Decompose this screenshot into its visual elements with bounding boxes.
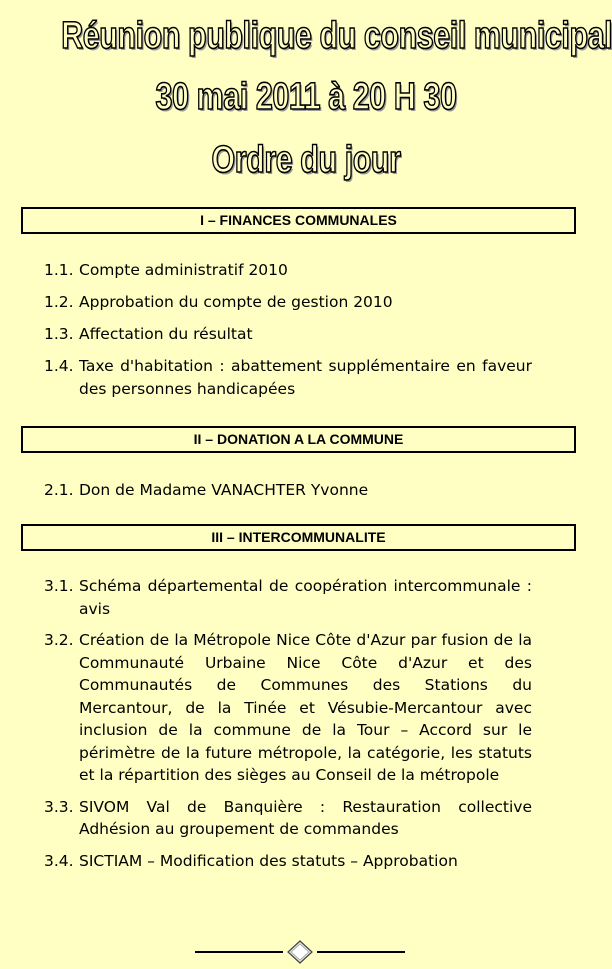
item-number: 3.3. bbox=[44, 797, 74, 816]
meeting-date: 30 mai 2011 à 20 H 30 bbox=[155, 76, 457, 118]
agenda-item bbox=[44, 355, 532, 400]
section-list-donation bbox=[44, 479, 532, 502]
ornament-right-line bbox=[317, 951, 405, 953]
item-text: Approbation du compte de gestion 2010 bbox=[79, 293, 393, 311]
agenda-item bbox=[44, 323, 532, 346]
section-heading-donation: II – DONATION A LA COMMUNE bbox=[21, 426, 576, 453]
agenda-item bbox=[44, 629, 532, 787]
item-number: 3.4. bbox=[44, 851, 74, 870]
item-number: 1.2. bbox=[44, 293, 74, 311]
section-heading-finances: I – FINANCES COMMUNALES bbox=[21, 207, 576, 234]
item-text: SICTIAM – Modification des statuts – Approbation bbox=[79, 851, 458, 870]
item-text: Affectation du résultat bbox=[79, 325, 253, 343]
section-list-finances bbox=[44, 259, 532, 400]
meeting-title: Réunion publique du conseil municipal bbox=[61, 15, 612, 57]
item-text: Don de Madame VANACHTER Yvonne bbox=[79, 481, 369, 499]
agenda-item bbox=[44, 850, 532, 873]
agenda-item bbox=[44, 259, 532, 282]
item-number: 2.1. bbox=[44, 481, 74, 499]
item-number: 1.3. bbox=[44, 325, 74, 343]
agenda-item bbox=[44, 796, 532, 841]
agenda-item bbox=[44, 575, 532, 620]
item-number: 1.4. bbox=[44, 357, 74, 375]
ornament-left-line bbox=[195, 951, 283, 953]
item-number: 1.1. bbox=[44, 261, 74, 279]
agenda-title: Ordre du jour bbox=[211, 139, 401, 181]
agenda-item bbox=[44, 291, 532, 314]
diamond-icon bbox=[286, 940, 314, 964]
section-list-intercommunalite bbox=[44, 575, 532, 872]
item-text: Schéma départemental de coopération intercommunale : avis bbox=[79, 577, 532, 618]
footer-ornament bbox=[195, 940, 405, 964]
item-text: Compte administratif 2010 bbox=[79, 261, 288, 279]
item-text: Taxe d'habitation : abattement supplémentaire en faveur des personnes handicapées bbox=[79, 357, 532, 398]
item-number: 3.1. bbox=[44, 577, 74, 595]
document-title-block bbox=[0, 6, 612, 192]
item-text: Création de la Métropole Nice Côte d'Azur par fusion de la Communauté Urbaine Nice Côte d'Azur et des Communautés de Communes des Stations du Mercantour, de la Tinée et Vésubie-Mercantour avec inclusion de la commune de la Tour – Accord sur le périmètre de la future métropole, la catégorie, les statuts et la répartition des sièges au Conseil de la métropole bbox=[79, 631, 532, 784]
agenda-item bbox=[44, 479, 532, 502]
item-number: 3.2. bbox=[44, 631, 74, 649]
item-text: SIVOM Val de Banquière : Restauration collective Adhésion au groupement de commandes bbox=[79, 797, 532, 838]
section-heading-intercommunalite: III – INTERCOMMUNALITE bbox=[21, 524, 576, 551]
